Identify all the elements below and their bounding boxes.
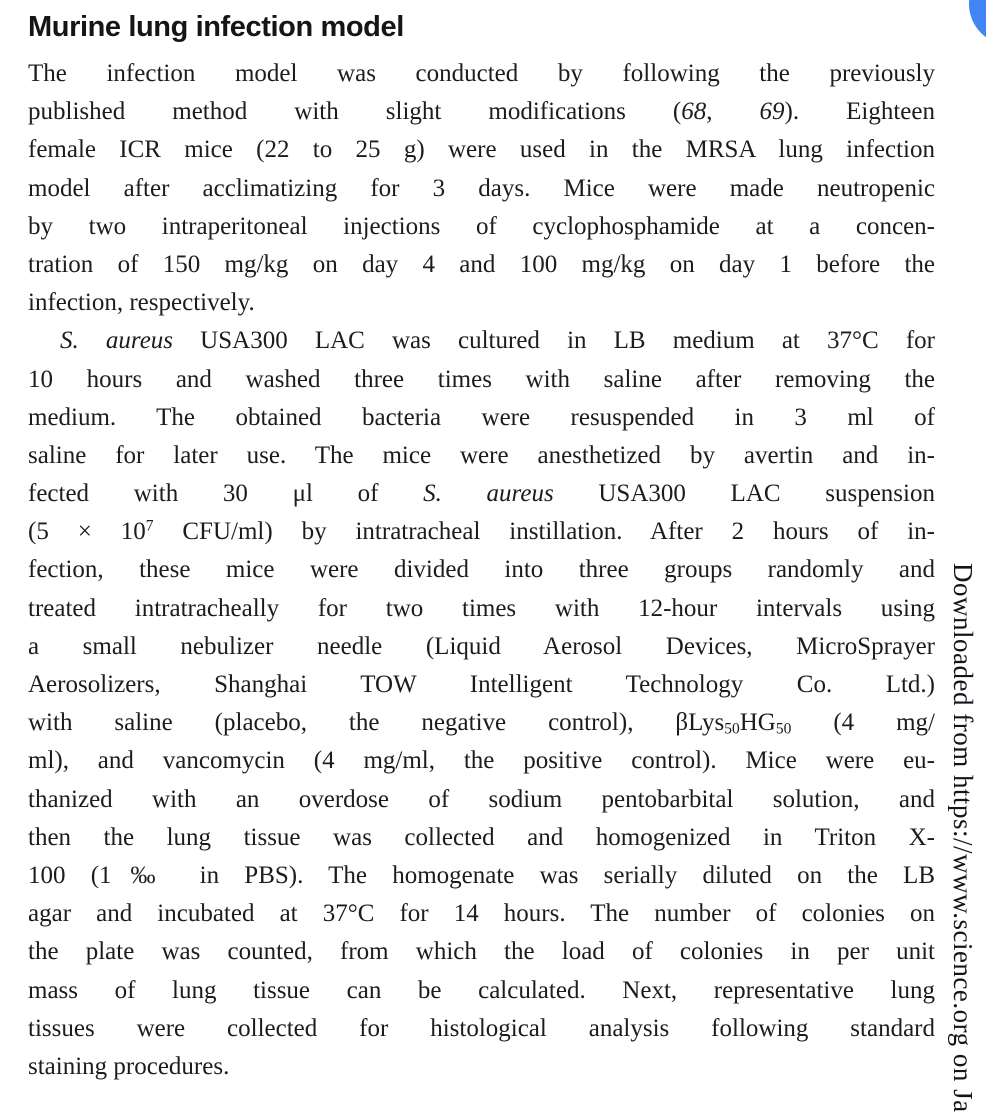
section-heading: Murine lung infection model	[28, 11, 404, 43]
text-segment: tissues were collected for histological analysis following standard	[28, 1014, 935, 1042]
text-line	[28, 513, 935, 551]
text-line	[28, 93, 935, 131]
text-segment: agar and incubated at 37°C for 14 hours. The number of colonies on	[28, 900, 935, 928]
text-line	[28, 475, 935, 513]
text-line	[28, 781, 935, 819]
text-line	[28, 857, 935, 895]
text-segment: 69	[759, 98, 785, 126]
text-segment: 100 (1‰ in PBS). The homogenate was serially diluted on the LB	[28, 861, 935, 889]
text-segment: thanized with an overdose of sodium pentobarbital solution, and	[28, 785, 935, 813]
text-line	[28, 933, 935, 971]
text-segment: medium. The obtained bacteria were resuspended in 3 ml of	[28, 403, 935, 431]
text-segment: ml), and vancomycin (4 mg/ml, the positive control). Mice were eu-	[28, 747, 935, 775]
text-segment: fection, these mice were divided into three groups randomly and	[28, 556, 935, 584]
text-line	[28, 131, 935, 169]
text-segment: tration of 150 mg/kg on day 4 and 100 mg/kg on day 1 before the	[28, 250, 935, 278]
text-segment: female ICR mice (22 to 25 g) were used in the MRSA lung infection	[28, 136, 935, 164]
text-line	[28, 322, 935, 360]
text-line	[28, 666, 935, 704]
text-line	[28, 895, 935, 933]
text-segment: S. aureus	[60, 327, 174, 355]
text-segment: saline for later use. The mice were anesthetized by avertin and in-	[28, 441, 935, 469]
text-line	[28, 628, 935, 666]
text-segment: with saline (placebo, the negative control), βLys	[28, 709, 725, 737]
text-segment: 50	[724, 720, 740, 738]
download-watermark: Downloaded from https://www.science.org on Ja	[948, 563, 978, 1113]
text-line	[28, 819, 935, 857]
text-line	[28, 170, 935, 208]
text-segment: staining procedures.	[28, 1052, 230, 1080]
text-segment: ,	[706, 98, 760, 126]
text-line	[28, 742, 935, 780]
text-line	[28, 55, 935, 93]
text-line	[28, 551, 935, 589]
text-segment: fected with 30 μl of	[28, 480, 424, 508]
text-segment: treated intratracheally for two times with 12-hour intervals using	[28, 594, 935, 622]
text-line	[28, 246, 935, 284]
text-segment: HG	[739, 709, 776, 737]
text-segment: ). Eighteen	[784, 98, 935, 126]
text-line	[28, 361, 935, 399]
text-segment: The infection model was conducted by following the previously	[28, 60, 935, 87]
text-segment: Aerosolizers,	[28, 671, 215, 698]
text-segment: by two intraperitoneal injections of cyclophosphamide at a concen-	[28, 212, 935, 240]
text-segment: a small nebulizer needle (Liquid Aerosol Devices, MicroSprayer	[28, 632, 935, 660]
text-line	[28, 704, 935, 742]
body-text	[28, 55, 935, 1086]
text-segment: published method with slight modifications (	[28, 98, 682, 126]
text-line	[28, 208, 935, 246]
text-segment: USA300 LAC suspension	[553, 480, 935, 508]
text-line	[28, 399, 935, 437]
text-segment: infection, respectively.	[28, 289, 255, 317]
text-line	[28, 972, 935, 1010]
corner-badge-circle	[969, 0, 986, 45]
text-segment: model after acclimatizing for 3 days. Mice were made neutropenic	[28, 174, 935, 202]
text-segment: 7	[145, 517, 154, 535]
text-line	[28, 590, 935, 628]
text-segment: then the lung tissue was collected and homogenized in Triton X-	[28, 823, 935, 851]
text-line	[28, 284, 935, 322]
text-segment: CFU/ml) by intratracheal instillation. After 2 hours of in-	[153, 518, 935, 546]
text-line	[28, 437, 935, 475]
text-segment: 50	[775, 720, 792, 738]
text-segment: (4 mg/	[791, 709, 935, 737]
highlighted-text: Shanghai TOW Intelligent Technology Co. Ltd.)	[214, 671, 935, 698]
text-line	[28, 1048, 935, 1086]
text-segment: 10 hours and washed three times with saline after removing the	[28, 365, 935, 393]
text-segment: S. aureus	[423, 480, 554, 508]
text-segment: mass of lung tissue can be calculated. Next, representative lung	[28, 976, 935, 1004]
text-segment: 68	[681, 98, 707, 126]
text-line	[28, 1010, 935, 1048]
text-segment: (5 × 10	[28, 518, 146, 546]
text-segment: USA300 LAC was cultured in LB medium at 37°C for	[173, 327, 935, 355]
text-segment: the plate was counted, from which the load of colonies in per unit	[28, 938, 935, 966]
